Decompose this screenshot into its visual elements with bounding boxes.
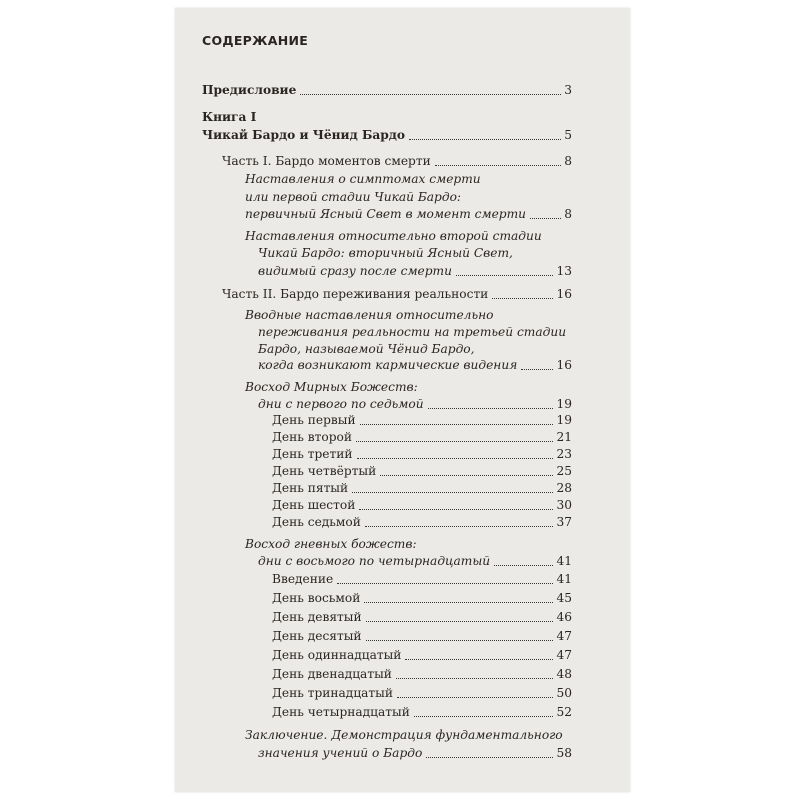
toc-entry-day: [272, 628, 572, 645]
dot-leader: [357, 458, 554, 459]
dot-leader: [428, 408, 554, 409]
toc-entry-day: [272, 429, 572, 446]
entry-label: День седьмой: [272, 515, 361, 529]
dot-leader: [359, 509, 553, 510]
entry-label: День девятый: [272, 610, 362, 624]
toc-entry-sec5: [258, 553, 572, 570]
entry-page: 8: [564, 207, 572, 221]
entry-page: 52: [556, 705, 572, 719]
dot-leader: [397, 697, 554, 698]
toc-entry-day: [272, 590, 572, 607]
dot-leader: [456, 275, 554, 276]
entry-label: День одиннадцатый: [272, 648, 402, 662]
toc-entry-part1: [222, 153, 572, 170]
toc-entry-day: [272, 497, 572, 514]
sec3-line-2: переживания реальности на третьей стадии: [258, 325, 567, 339]
sec5-line-1: Восход гневных божеств:: [245, 537, 417, 551]
entry-label: День четвёртый: [272, 464, 377, 478]
sec3-line-3: Бардо, называемой Чёнид Бардо,: [258, 342, 475, 356]
entry-page: 46: [556, 610, 572, 624]
toc-entry-book-title: [202, 127, 572, 144]
sec6-line-1: Заключение. Демонстрация фундаментального: [245, 728, 563, 742]
toc-entry-day: [272, 571, 572, 588]
toc-entry-sec4: [258, 396, 572, 413]
entry-label: значения учений о Бардо: [258, 746, 423, 760]
dot-leader: [435, 165, 562, 166]
entry-page: 48: [556, 667, 572, 681]
entry-page: 5: [564, 128, 572, 142]
entry-page: 13: [556, 264, 572, 278]
entry-label: Введение: [272, 572, 334, 586]
entry-page: 41: [556, 554, 572, 568]
toc-entry-day: [272, 685, 572, 702]
toc-entry-day: [272, 666, 572, 683]
entry-page: 23: [556, 447, 572, 461]
entry-label: День десятый: [272, 629, 362, 643]
toc-entry-day: [272, 480, 572, 497]
dot-leader: [521, 369, 553, 370]
entry-label: первичный Ясный Свет в момент смерти: [245, 207, 527, 221]
toc-entry-sec2: [258, 263, 572, 280]
toc-entry-sec6: [258, 745, 572, 762]
toc-entry-day: [272, 412, 572, 429]
toc-entry-day: [272, 446, 572, 463]
dot-leader: [396, 678, 554, 679]
entry-page: 16: [556, 358, 572, 372]
sec2-line-1: Наставления относительно второй стадии: [245, 229, 542, 243]
dot-leader: [366, 621, 554, 622]
entry-label: когда возникают кармические видения: [258, 358, 518, 372]
entry-page: 47: [556, 629, 572, 643]
sec4-line-1: Восход Мирных Божеств:: [245, 380, 418, 394]
toc-entry-day: [272, 647, 572, 664]
entry-page: 30: [556, 498, 572, 512]
entry-page: 45: [556, 591, 572, 605]
toc-entry-sec1: [245, 206, 572, 223]
entry-page: 37: [556, 515, 572, 529]
entry-page: 50: [556, 686, 572, 700]
entry-label: День четырнадцатый: [272, 705, 410, 719]
sec3-line-1: Вводные наставления относительно: [245, 308, 494, 322]
entry-page: 28: [556, 481, 572, 495]
entry-page: 16: [556, 287, 572, 301]
entry-label: День первый: [272, 413, 356, 427]
dot-leader: [364, 602, 553, 603]
entry-page: 21: [556, 430, 572, 444]
entry-label: День пятый: [272, 481, 349, 495]
entry-label: Часть I. Бардо моментов смерти: [222, 154, 431, 168]
dot-leader: [356, 441, 554, 442]
entry-label: дни с восьмого по четырнадцатый: [258, 554, 491, 568]
toc-heading: СОДЕРЖАНИЕ: [202, 33, 309, 48]
dot-leader: [494, 565, 553, 566]
entry-label: видимый сразу после смерти: [258, 264, 452, 278]
entry-label: День шестой: [272, 498, 356, 512]
sec2-line-2: Чикай Бардо: вторичный Ясный Свет,: [258, 246, 513, 260]
entry-page: 19: [556, 397, 572, 411]
dot-leader: [337, 583, 553, 584]
entry-page: 3: [564, 83, 572, 97]
entry-label: День тринадцатый: [272, 686, 393, 700]
entry-label: День второй: [272, 430, 352, 444]
entry-page: 47: [556, 648, 572, 662]
entry-page: 8: [564, 154, 572, 168]
dot-leader: [365, 526, 554, 527]
sec1-line-2: или первой стадии Чикай Бардо:: [245, 190, 462, 204]
entry-label: Часть II. Бардо переживания реальности: [222, 287, 489, 301]
entry-label: День третий: [272, 447, 353, 461]
dot-leader: [492, 298, 553, 299]
toc-entry-day: [272, 514, 572, 531]
dot-leader: [409, 139, 561, 140]
entry-label: День двенадцатый: [272, 667, 392, 681]
dot-leader: [414, 716, 554, 717]
toc-entry-part2: [222, 286, 572, 303]
entry-label: День восьмой: [272, 591, 361, 605]
toc-entry-preface: [202, 82, 572, 99]
toc-entry-sec3: [258, 357, 572, 374]
toc-entry-day: [272, 463, 572, 480]
toc-entry-day: [272, 704, 572, 721]
entry-page: 58: [556, 746, 572, 760]
entry-page: 25: [556, 464, 572, 478]
dot-leader: [352, 492, 553, 493]
entry-label: Чикай Бардо и Чёнид Бардо: [202, 128, 406, 142]
dot-leader: [405, 659, 553, 660]
dot-leader: [530, 218, 561, 219]
toc-entry-day: [272, 609, 572, 626]
book-label: Книга I: [202, 110, 257, 124]
sec1-line-1: Наставления о симптомах смерти: [245, 172, 481, 186]
dot-leader: [380, 475, 553, 476]
entry-page: 19: [556, 413, 572, 427]
dot-leader: [360, 424, 554, 425]
dot-leader: [366, 640, 554, 641]
entry-label: Предисловие: [202, 83, 297, 97]
entry-label: дни с первого по седьмой: [258, 397, 424, 411]
entry-page: 41: [556, 572, 572, 586]
dot-leader: [426, 757, 553, 758]
dot-leader: [300, 94, 561, 95]
